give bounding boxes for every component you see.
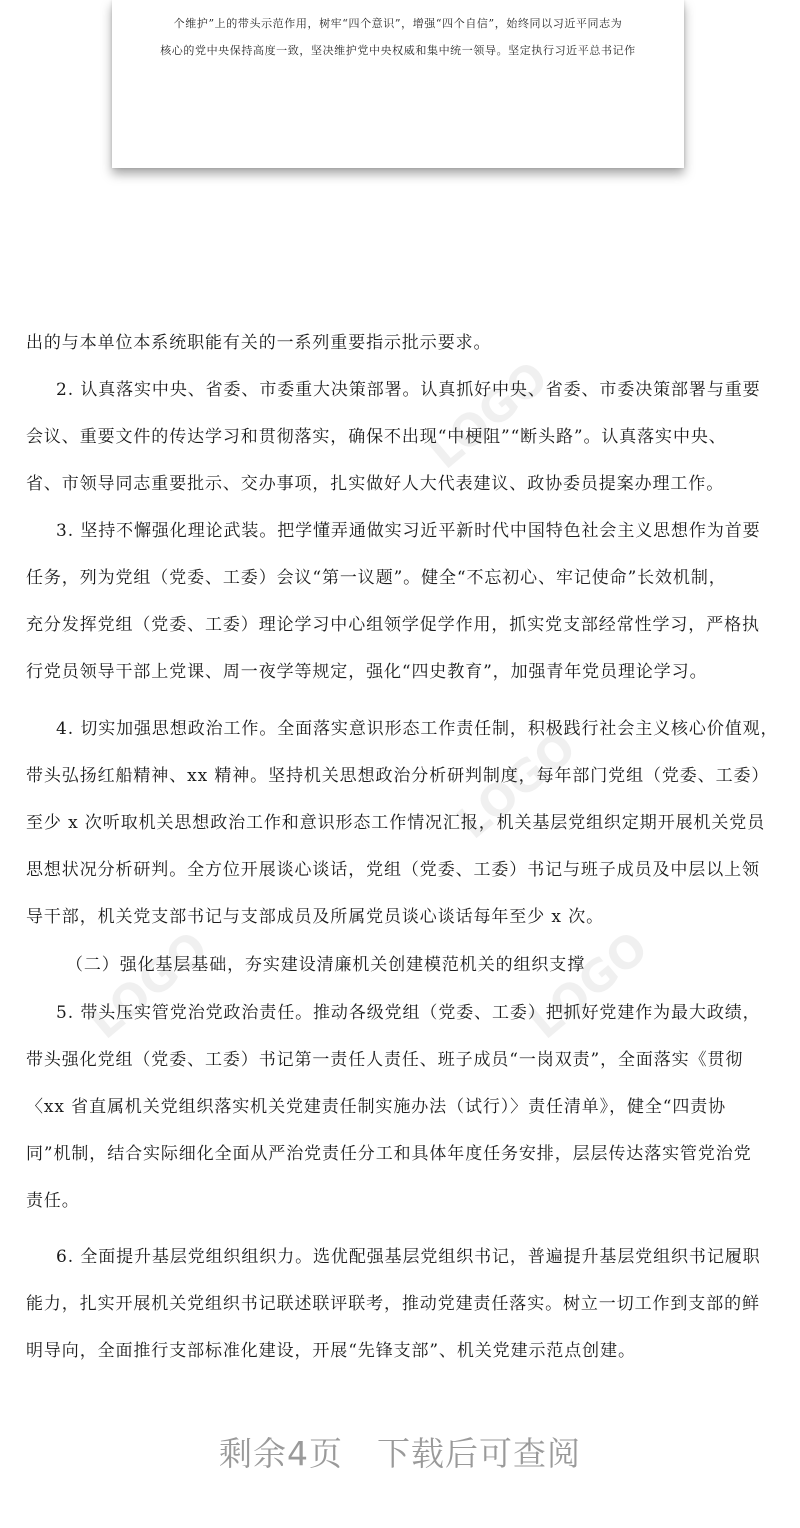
paragraph-line: 导干部，机关党支部书记与支部成员及所属党员谈心谈话每年至少 x 次。 [26, 907, 604, 927]
paragraph-line: 6. 全面提升基层党组织组织力。选优配强基层党组织书记，普遍提升基层党组织书记履职 [56, 1247, 761, 1267]
paragraph-line: 3. 坚持不懈强化理论武装。把学懂弄通做实习近平新时代中国特色社会主义思想作为首要 [56, 521, 761, 541]
preview-line: 核心的党中央保持高度一致，坚决维护党中央权威和集中统一领导。坚定执行习近平总书记作 [160, 44, 636, 57]
watermark-logo: LOGO [79, 921, 218, 1050]
previous-page-preview [112, 0, 684, 168]
paragraph-line: 省、市领导同志重要批示、交办事项，扎实做好人大代表建议、政协委员提案办理工作。 [26, 474, 725, 494]
paragraph-line: 5. 带头压实管党治党政治责任。推动各级党组（党委、工委）把抓好党建作为最大政绩， [56, 1003, 761, 1023]
paragraph-line: 会议、重要文件的传达学习和贯彻落实，确保不出现“中梗阻”“断头路”。认真落实中央、 [26, 427, 727, 447]
paragraph-line: 任务，列为党组（党委、工委）会议“第一议题”。健全“不忘初心、牢记使命”长效机制， [26, 568, 727, 588]
paragraph-line: 带头强化党组（党委、工委）书记第一责任人责任、班子成员“一岗双责”，全面落实《贯彻 [26, 1050, 744, 1070]
watermark-logo: LOGO [419, 351, 558, 480]
remaining-pages-notice[interactable]: 剩余4页 下载后可查阅 [219, 1434, 581, 1473]
paragraph-line: 同”机制，结合实际细化全面从严治党责任分工和具体年度任务安排，层层传达落实管党治党 [26, 1144, 752, 1164]
preview-line: 个维护”上的带头示范作用，树牢“四个意识”，增强“四个自信”，始终同以习近平同志为 [173, 17, 623, 30]
paragraph-line: 至少 x 次听取机关思想政治工作和意识形态工作情况汇报，机关基层党组织定期开展机关党员 [26, 813, 766, 833]
paragraph-line: 〈xx 省直属机关党组织落实机关党建责任制实施办法（试行）〉责任清单》，健全“四责协 [26, 1097, 727, 1117]
paragraph-line: 4. 切实加强思想政治工作。全面落实意识形态工作责任制，积极践行社会主义核心价值观， [56, 719, 779, 739]
paragraph-line: 能力，扎实开展机关党组织书记联述联评联考，推动党建责任落实。树立一切工作到支部的鲜 [26, 1294, 760, 1314]
paragraph-line: 带头弘扬红船精神、xx 精神。坚持机关思想政治分析研判制度，每年部门党组（党委、工委） [26, 766, 770, 786]
paragraph-line: 行党员领导干部上党课、周一夜学等规定，强化“四史教育”，加强青年党员理论学习。 [26, 662, 708, 682]
watermark-logo: LOGO [447, 721, 586, 850]
paragraph-line: 2. 认真落实中央、省委、市委重大决策部署。认真抓好中央、省委、市委决策部署与重要 [56, 380, 761, 400]
paragraph-line: 出的与本单位本系统职能有关的一系列重要指示批示要求。 [26, 333, 492, 353]
watermark-logo: LOGO [519, 921, 658, 1050]
section-heading: （二）强化基层基础，夯实建设清廉机关创建模范机关的组织支撑 [66, 955, 586, 975]
paragraph-line: 明导向，全面推行支部标准化建设，开展“先锋支部”、机关党建示范点创建。 [26, 1341, 636, 1361]
paragraph-line: 责任。 [26, 1191, 80, 1211]
paragraph-line: 思想状况分析研判。全方位开展谈心谈话，党组（党委、工委）书记与班子成员及中层以上领 [26, 860, 760, 880]
paragraph-line: 充分发挥党组（党委、工委）理论学习中心组领学促学作用，抓实党支部经常性学习，严格执 [26, 615, 760, 635]
